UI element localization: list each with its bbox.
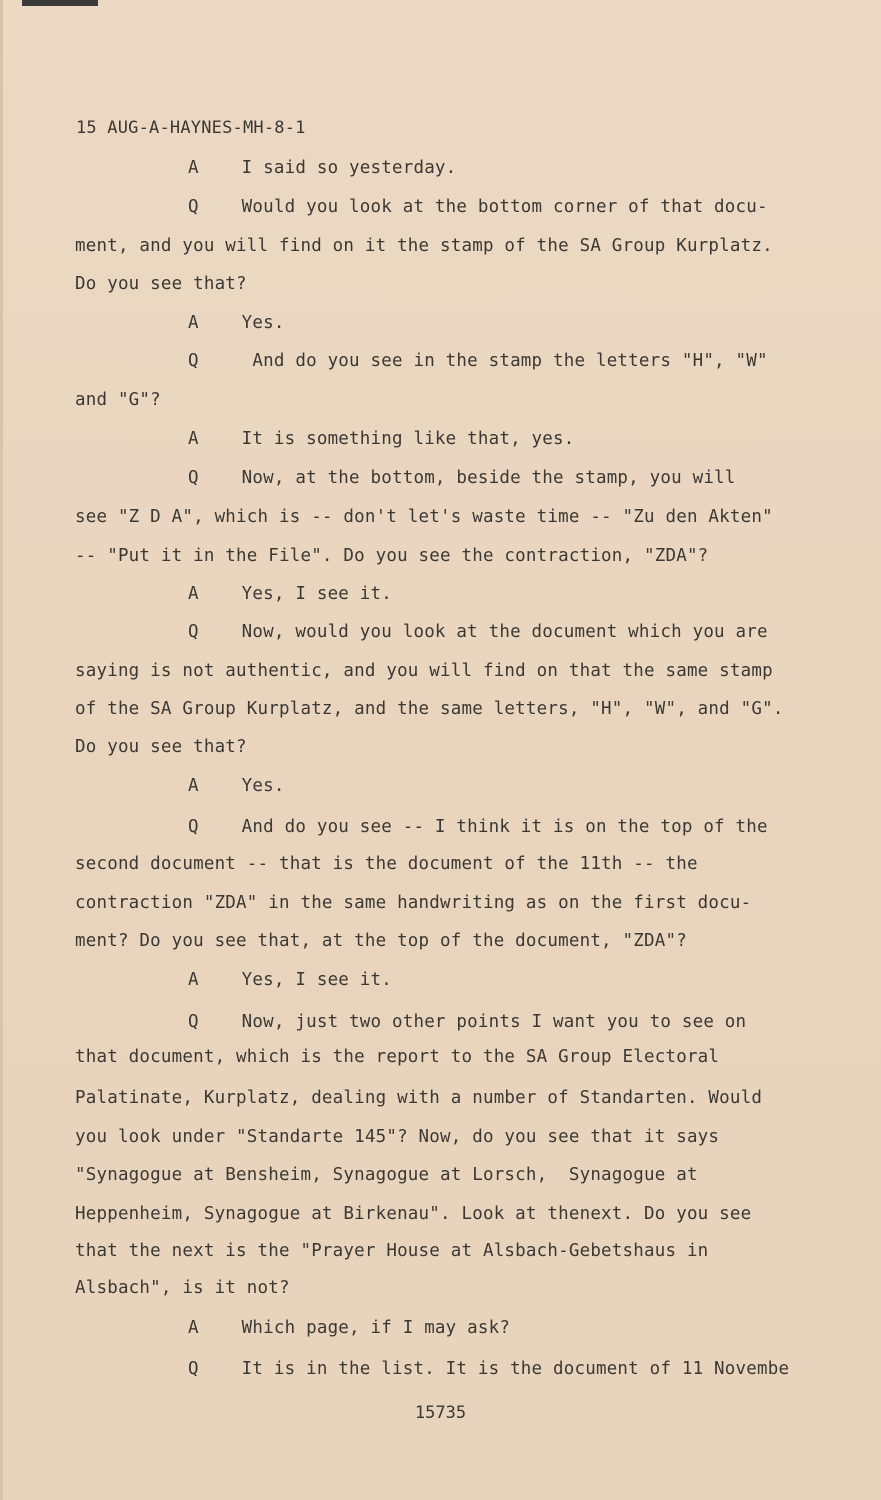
transcript-line: Q Now, at the bottom, beside the stamp, you will bbox=[188, 468, 736, 488]
transcript-line: A Yes, I see it. bbox=[188, 970, 392, 990]
transcript-line: Q And do you see -- I think it is on the top of the bbox=[188, 817, 768, 837]
transcript-line: Q Would you look at the bottom corner of that docu- bbox=[188, 197, 768, 217]
transcript-line: you look under "Standarte 145"? Now, do you see that it says bbox=[75, 1127, 720, 1147]
transcript-line: "Synagogue at Bensheim, Synagogue at Lorsch, Synagogue at bbox=[75, 1165, 698, 1185]
transcript-line: A It is something like that, yes. bbox=[188, 429, 575, 449]
transcript-line: Q Now, would you look at the document which you are bbox=[188, 622, 768, 642]
transcript-line: Q It is in the list. It is the document of 11 Novembe bbox=[188, 1359, 790, 1379]
transcript-line: Q And do you see in the stamp the letters "H", "W" bbox=[188, 351, 768, 371]
scan-edge-mark bbox=[22, 0, 98, 6]
page-number: 15735 bbox=[414, 1403, 467, 1423]
page-left-edge bbox=[0, 0, 3, 1500]
transcript-line: see "Z D A", which is -- don't let's waste time -- "Zu den Akten" bbox=[75, 507, 773, 527]
transcript-line: contraction "ZDA" in the same handwriting as on the first docu- bbox=[75, 893, 752, 913]
transcript-line: saying is not authentic, and you will find on that the same stamp bbox=[75, 661, 773, 681]
transcript-line: Palatinate, Kurplatz, dealing with a number of Standarten. Would bbox=[75, 1088, 763, 1108]
transcript-line: that document, which is the report to the SA Group Electoral bbox=[75, 1047, 720, 1067]
transcript-header: 15 AUG-A-HAYNES-MH-8-1 bbox=[76, 118, 306, 138]
transcript-line: A Yes. bbox=[188, 313, 285, 333]
transcript-line: A Yes. bbox=[188, 776, 285, 796]
transcript-line: Do you see that? bbox=[75, 737, 247, 757]
transcript-line: that the next is the "Prayer House at Alsbach-Gebetshaus in bbox=[75, 1241, 709, 1261]
transcript-line: ment? Do you see that, at the top of the document, "ZDA"? bbox=[75, 931, 687, 951]
transcript-line: Q Now, just two other points I want you to see on bbox=[188, 1012, 747, 1032]
transcript-line: of the SA Group Kurplatz, and the same letters, "H", "W", and "G". bbox=[75, 699, 784, 719]
transcript-line: -- "Put it in the File". Do you see the contraction, "ZDA"? bbox=[75, 546, 709, 566]
transcript-line: and "G"? bbox=[75, 390, 161, 410]
transcript-line: Alsbach", is it not? bbox=[75, 1278, 290, 1298]
transcript-line: A Which page, if I may ask? bbox=[188, 1318, 511, 1338]
transcript-line: A Yes, I see it. bbox=[188, 584, 392, 604]
transcript-line: second document -- that is the document of the 11th -- the bbox=[75, 854, 698, 874]
transcript-line: A I said so yesterday. bbox=[188, 158, 457, 178]
transcript-line: Heppenheim, Synagogue at Birkenau". Look at thenext. Do you see bbox=[75, 1204, 752, 1224]
transcript-line: Do you see that? bbox=[75, 274, 247, 294]
transcript-line: ment, and you will find on it the stamp of the SA Group Kurplatz. bbox=[75, 236, 773, 256]
